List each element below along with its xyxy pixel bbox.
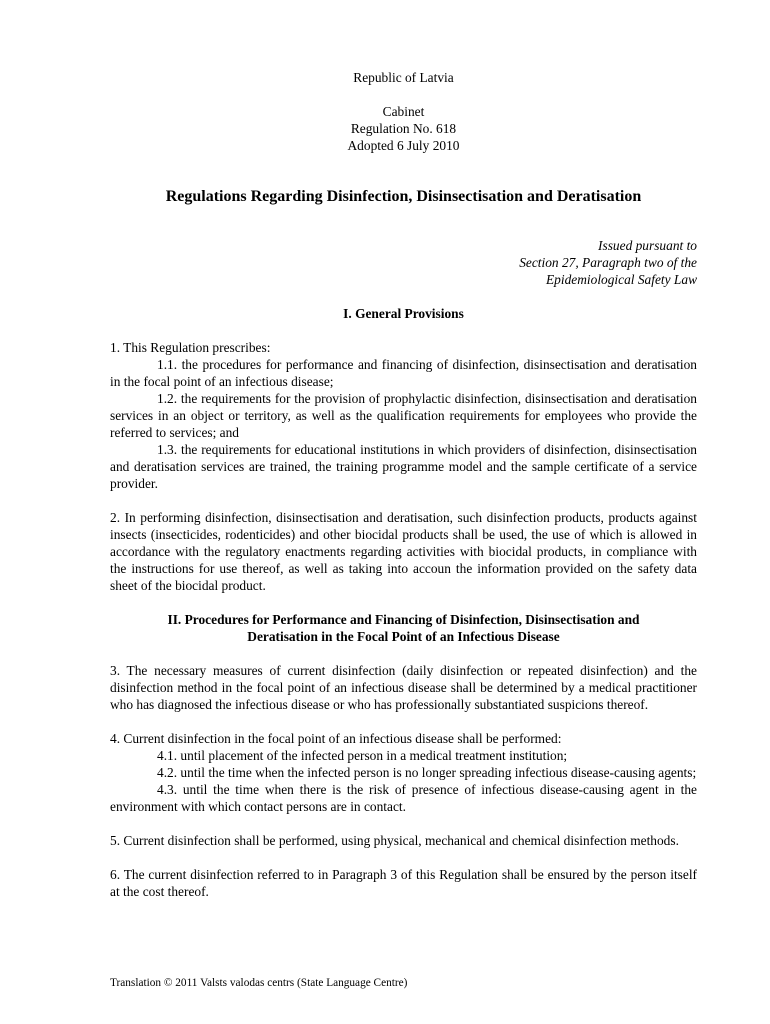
paragraph-3: 3. The necessary measures of current disinfection (daily disinfection or repeated disinfection) and the disinfection method in the focal point of an infectious disease shall be determined by a medical practitioner who has diagnosed the infectious disease or who has professionally substantiated suspicions thereof. — [110, 663, 697, 712]
paragraph-4-2: 4.2. until the time when the infected person is no longer spreading infectious disease-causing agents; — [157, 765, 697, 780]
paragraph-4: 4. Current disinfection in the focal point of an infectious disease shall be performed: — [110, 731, 562, 746]
country-name: Republic of Latvia — [353, 70, 454, 85]
section-2-heading-line-1: II. Procedures for Performance and Financing of Disinfection, Disinsectisation and — [167, 612, 640, 627]
paragraph-4-3: 4.3. until the time when there is the risk of presence of infectious disease-causing agent in the environment with which contact persons are in contact. — [110, 782, 697, 814]
issuer: Cabinet — [382, 104, 425, 119]
paragraph-1: 1. This Regulation prescribes: — [110, 340, 271, 355]
paragraph-1-2: 1.2. the requirements for the provision of prophylactic disinfection, disinsectisation and deratisation services in an object or territory, as well as the qualification requirements for employees who provide the referred to services; and — [110, 391, 697, 440]
regulation-number: Regulation No. 618 — [350, 121, 457, 136]
section-1-heading: I. General Provisions — [343, 306, 464, 321]
page-footer: Translation © 2011 Valsts valodas centrs (State Language Centre) — [110, 977, 408, 989]
issued-pursuant-line-1: Issued pursuant to — [598, 238, 697, 253]
document-body — [110, 69, 697, 900]
document-title: Regulations Regarding Disinfection, Disinsectisation and Deratisation — [165, 188, 642, 205]
paragraph-4-1: 4.1. until placement of the infected person in a medical treatment institution; — [157, 748, 568, 763]
paragraph-2: 2. In performing disinfection, disinsectisation and deratisation, such disinfection products, products against insects (insecticides, rodenticides) and other biocidal products shall be used, the use of which is allowed in accordance with the regulatory enactments regarding activities with biocidal products, in compliance with the instructions for use thereof, as well as taking into accoun the information provided on the safety data sheet of the biocidal product. — [110, 510, 697, 593]
paragraph-1-1: 1.1. the procedures for performance and financing of disinfection, disinsectisation and deratisation in the focal point of an infectious disease; — [110, 357, 697, 389]
issued-pursuant-line-3: Epidemiological Safety Law — [546, 272, 697, 287]
section-2-heading-line-2: Deratisation in the Focal Point of an Infectious Disease — [247, 629, 560, 644]
paragraph-5: 5. Current disinfection shall be performed, using physical, mechanical and chemical disinfection methods. — [110, 833, 679, 848]
paragraph-6: 6. The current disinfection referred to in Paragraph 3 of this Regulation shall be ensured by the person itself at the cost thereof. — [110, 867, 697, 899]
adoption-date: Adopted 6 July 2010 — [347, 138, 460, 153]
paragraph-1-3: 1.3. the requirements for educational institutions in which providers of disinfection, disinsectisation and deratisation services are trained, the training programme model and the sample certificate of a service provider. — [110, 442, 697, 491]
issued-pursuant-line-2: Section 27, Paragraph two of the — [519, 255, 697, 270]
